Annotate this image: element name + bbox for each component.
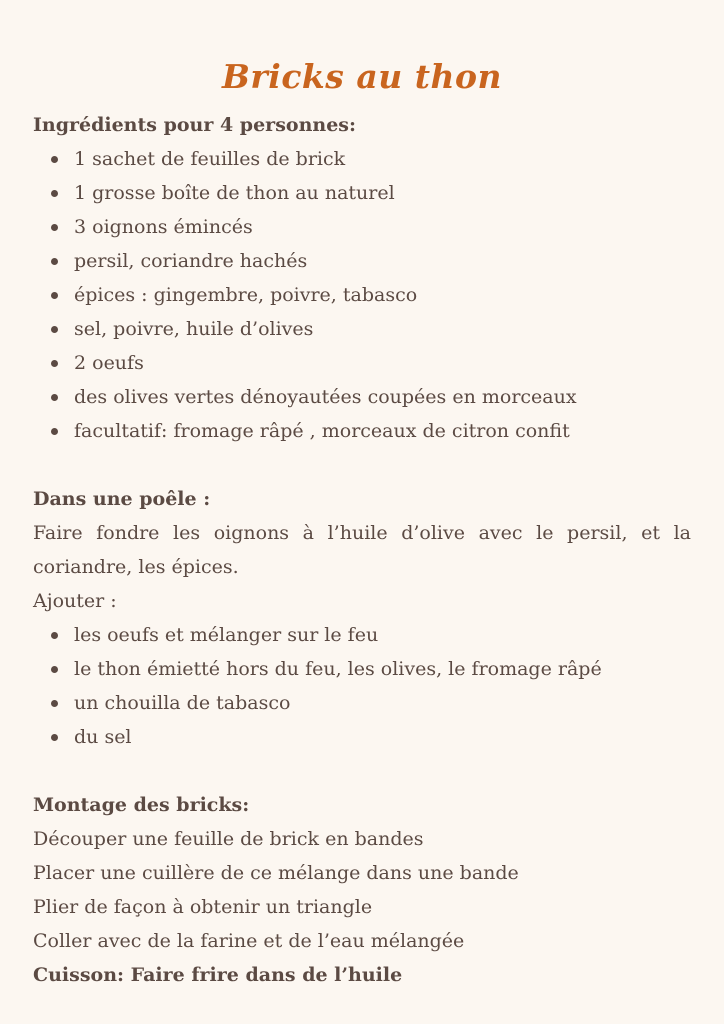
list-item: un chouilla de tabasco <box>51 686 691 720</box>
list-item: facultatif: fromage râpé , morceaux de citron confit <box>51 414 691 448</box>
list-item: du sel <box>51 720 691 754</box>
ajouter-list <box>33 618 691 754</box>
poele-heading: Dans une poêle : <box>33 488 211 510</box>
cuisson-line: Cuisson: Faire frire dans de l’huile <box>33 964 403 986</box>
ingredients-list <box>33 142 691 448</box>
montage-step: Découper une feuille de brick en bandes <box>33 828 424 850</box>
spacer <box>33 448 691 482</box>
poele-instructions: Faire fondre les oignons à l’huile d’olive avec le persil, et la coriandre, les épices. <box>33 522 691 578</box>
list-item: 1 grosse boîte de thon au naturel <box>51 176 691 210</box>
montage-heading: Montage des bricks: <box>33 794 250 816</box>
spacer <box>33 754 691 788</box>
ajouter-label: Ajouter : <box>33 590 117 612</box>
list-item: 2 oeufs <box>51 346 691 380</box>
list-item: 1 sachet de feuilles de brick <box>51 142 691 176</box>
list-item: les oeufs et mélanger sur le feu <box>51 618 691 652</box>
list-item: le thon émietté hors du feu, les olives, le fromage râpé <box>51 652 691 686</box>
list-item: des olives vertes dénoyautées coupées en morceaux <box>51 380 691 414</box>
ingredients-heading: Ingrédients pour 4 personnes: <box>33 114 356 136</box>
list-item: persil, coriandre hachés <box>51 244 691 278</box>
montage-step: Coller avec de la farine et de l’eau mélangée <box>33 930 465 952</box>
list-item: sel, poivre, huile d’olives <box>51 312 691 346</box>
recipe-title: Bricks au thon <box>222 57 502 96</box>
montage-step: Placer une cuillère de ce mélange dans une bande <box>33 862 519 884</box>
list-item: épices : gingembre, poivre, tabasco <box>51 278 691 312</box>
list-item: 3 oignons émincés <box>51 210 691 244</box>
montage-step: Plier de façon à obtenir un triangle <box>33 896 373 918</box>
